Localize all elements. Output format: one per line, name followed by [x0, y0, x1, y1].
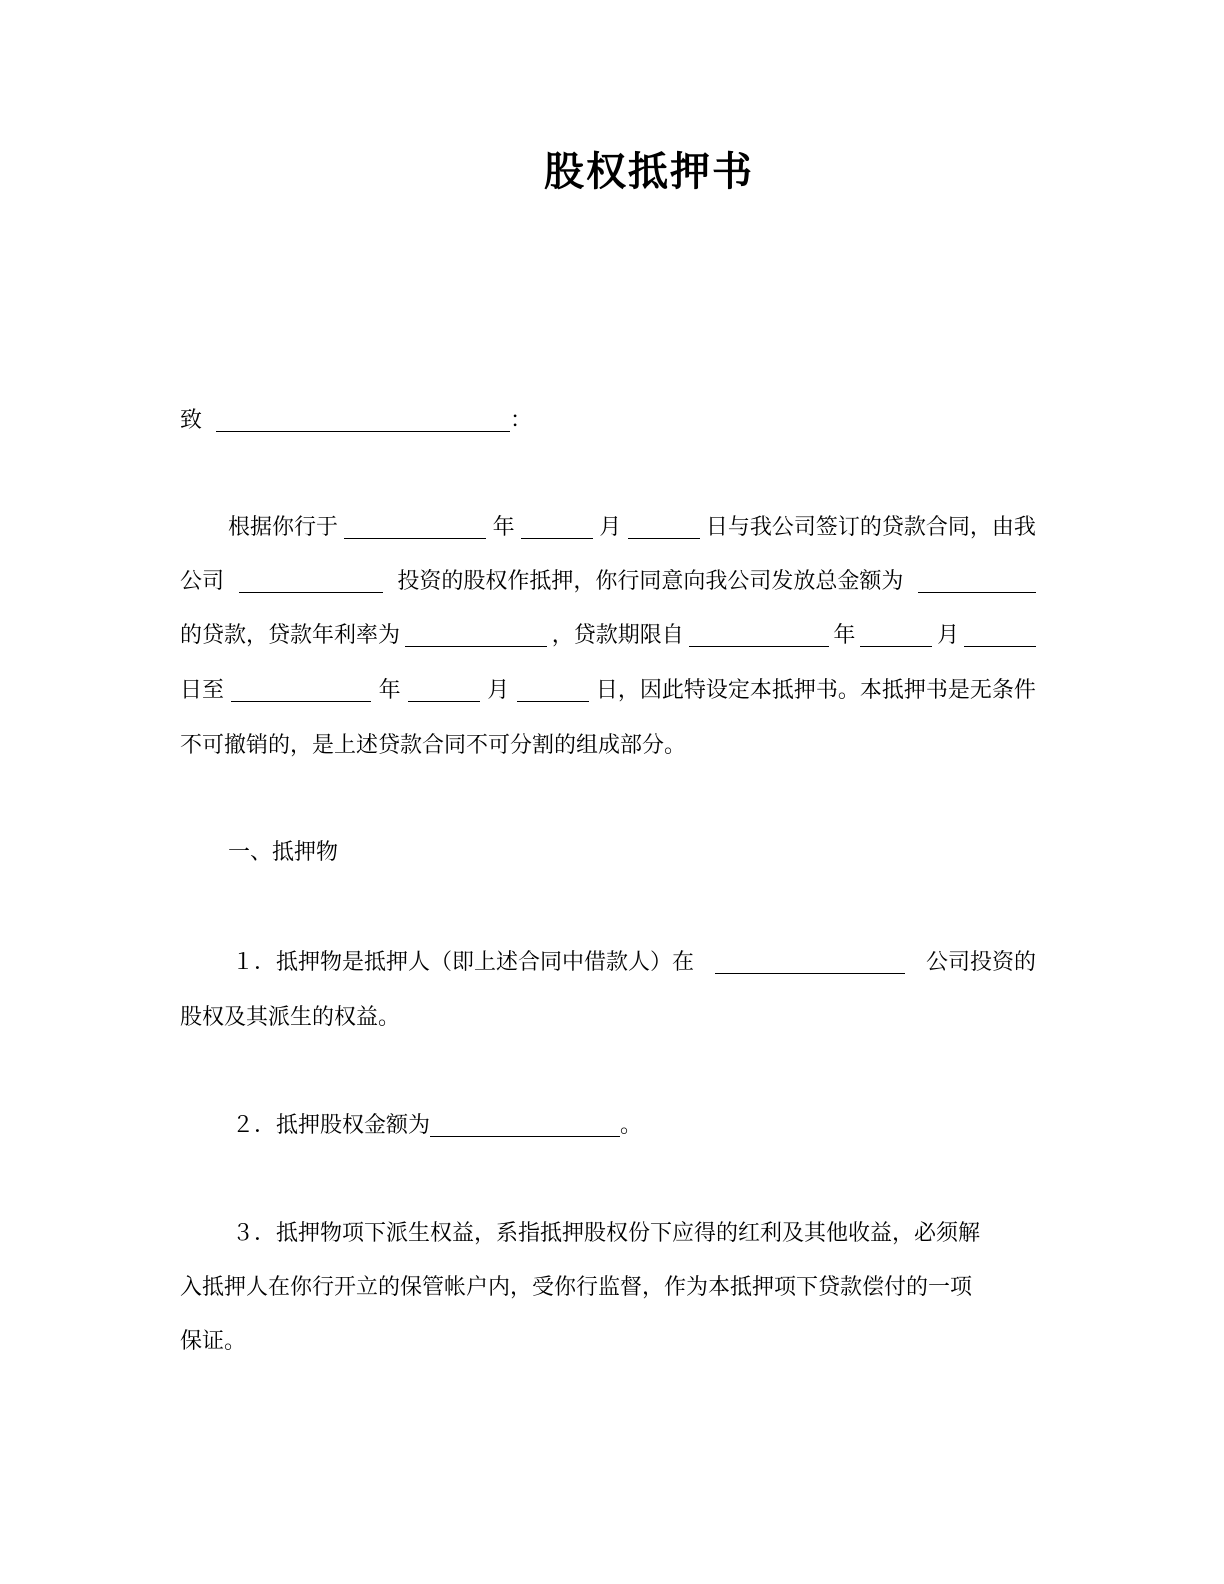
intro-line-1 [180, 513, 1036, 543]
start-month-blank[interactable] [860, 624, 932, 647]
item-text: 股权及其派生的权益。 [180, 1005, 401, 1030]
section-heading-text: 一、抵押物 [228, 840, 339, 865]
intro-text: 日至 [180, 678, 225, 703]
intro-text: 月 [599, 515, 622, 540]
loan-amount-blank[interactable] [918, 570, 1036, 593]
item-1-line-1 [180, 948, 1036, 978]
item-text: 。 [620, 1113, 643, 1138]
item-text: ３．抵押物项下派生权益，系指抵押股权份下应得的红利及其他收益，必须解 [232, 1221, 981, 1246]
intro-line-4 [180, 676, 1036, 706]
start-year-blank[interactable] [689, 624, 829, 647]
item-3-line-3 [180, 1327, 1036, 1357]
document-title: 股权抵押书 [544, 149, 754, 195]
salutation-prefix: 致 [180, 408, 203, 433]
end-month-blank[interactable] [408, 679, 480, 702]
end-year-blank[interactable] [231, 679, 371, 702]
intro-text: 的贷款，贷款年利率为 [180, 623, 401, 648]
contract-month-blank[interactable] [521, 516, 593, 539]
item-text: １．抵押物是抵押人（即上述合同中借款人）在 [232, 950, 695, 975]
item-3-line-1 [180, 1219, 1036, 1249]
intro-text: 根据你行于 [228, 515, 339, 540]
item-text: 入抵押人在你行开立的保管帐户内，受你行监督，作为本抵押项下贷款偿付的一项 [180, 1275, 973, 1300]
item-1-line-2 [180, 1003, 1036, 1033]
recipient-blank[interactable] [216, 409, 510, 432]
intro-text: 年 [833, 623, 856, 648]
intro-text: 不可撤销的，是上述贷款合同不可分割的组成部分。 [180, 733, 687, 758]
item-text: ２．抵押股权金额为 [232, 1113, 431, 1138]
item-text: 公司投资的 [925, 950, 1036, 975]
intro-text: 月 [937, 623, 960, 648]
intro-text: ，贷款期限自 [551, 623, 684, 648]
intro-text: 日与我公司签订的贷款合同，由我 [705, 515, 1036, 540]
intro-text: 投资的股权作抵押，你行同意向我公司发放总金额为 [397, 569, 904, 594]
pledged-equity-amount-blank[interactable] [430, 1114, 620, 1137]
section-1-heading [180, 838, 1036, 868]
interest-rate-blank[interactable] [405, 624, 547, 647]
contract-year-blank[interactable] [344, 516, 486, 539]
intro-line-2 [180, 567, 1036, 597]
item-text: 保证。 [180, 1329, 247, 1354]
intro-text: 月 [487, 678, 510, 703]
pledged-company-blank[interactable] [715, 951, 905, 974]
intro-text: 年 [378, 678, 401, 703]
invested-company-blank[interactable] [239, 570, 383, 593]
salutation-line [180, 406, 1036, 436]
intro-line-5 [180, 731, 1036, 761]
intro-text: 年 [492, 515, 515, 540]
item-3-line-2 [180, 1273, 1036, 1303]
salutation-suffix: ： [510, 408, 533, 433]
contract-day-blank[interactable] [628, 516, 700, 539]
start-day-blank[interactable] [964, 624, 1036, 647]
intro-line-3 [180, 621, 1036, 651]
item-2-line [180, 1111, 1040, 1141]
intro-text: 日，因此特设定本抵押书。本抵押书是无条件 [595, 678, 1036, 703]
intro-text: 公司 [180, 569, 225, 594]
end-day-blank[interactable] [517, 679, 589, 702]
